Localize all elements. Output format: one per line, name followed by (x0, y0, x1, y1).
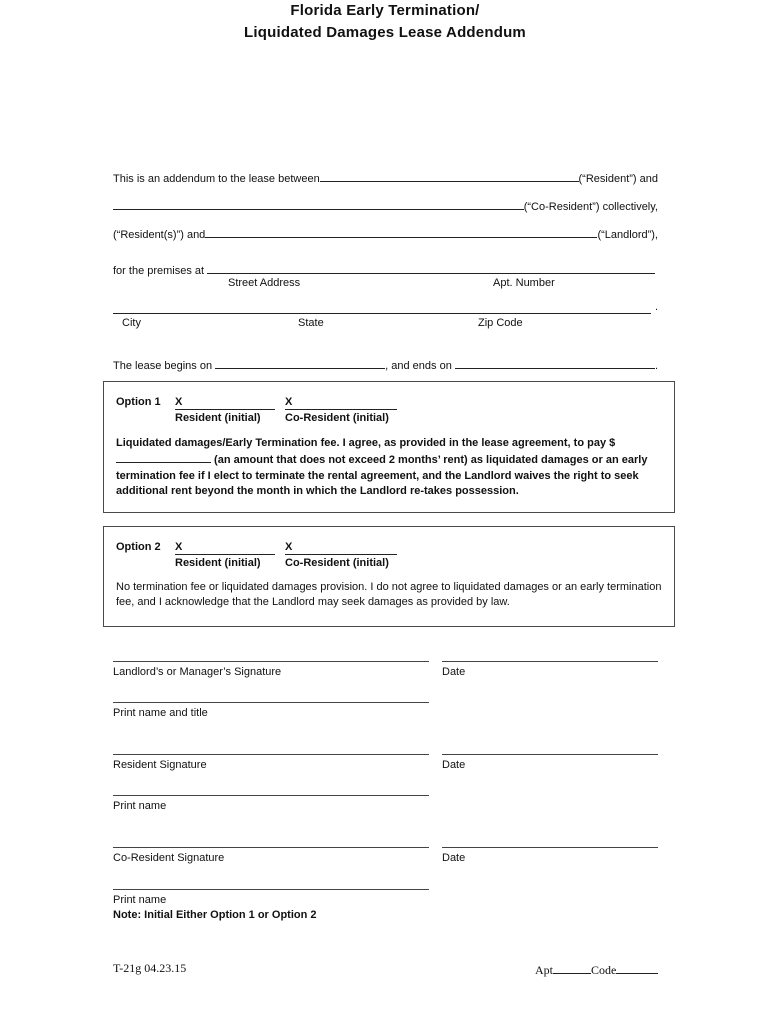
initial-option-note: Note: Initial Either Option 1 or Option 2 (113, 909, 317, 921)
resident-print-name-field (113, 795, 429, 813)
zip-code-label: Zip Code (478, 317, 523, 329)
option1-header (116, 396, 662, 425)
premises-line (113, 261, 658, 278)
option1-body (116, 436, 662, 500)
option2-resident-initial-blank[interactable] (175, 541, 275, 555)
landlord-print-name-field (113, 702, 429, 720)
option1-body-post: (an amount that does not exceed 2 months’ rent) as liquidated damages or an early termination fee if I elect to terminate the rental agreement, and the Landlord waives the right to seek additional rent beyond the month in which the Landlord re-takes possession. (116, 454, 648, 498)
option2-co-resident-initial-label: Co-Resident (initial) (285, 557, 389, 569)
city-label: City (122, 317, 141, 329)
city-state-zip-line (113, 301, 658, 314)
lease-dates-line (113, 356, 658, 373)
resident-print-name-line[interactable] (113, 795, 429, 796)
city-state-zip-blank[interactable] (113, 301, 651, 314)
option1-label: Option 1 (116, 396, 161, 408)
option2-co-resident-initial-blank[interactable] (285, 541, 397, 555)
document-title-line2: Liquidated Damages Lease Addendum (244, 24, 526, 41)
option1-resident-initial-field (175, 396, 275, 425)
premises-field-labels (113, 277, 658, 290)
print-name-and-title-label: Print name and title (113, 707, 208, 719)
resident-date-label: Date (442, 759, 466, 771)
form-number (113, 961, 186, 975)
landlord-signature-line[interactable] (113, 661, 429, 662)
lease-ends-text: , and ends on (385, 360, 455, 372)
intro-line2-suffix: (“Co-Resident”) collectively, (523, 201, 658, 213)
co-resident-name-blank[interactable] (113, 197, 524, 210)
street-address-apt-blank[interactable] (207, 261, 655, 274)
option2-co-resident-initial-field (285, 541, 397, 570)
option1-amount-blank[interactable] (116, 451, 211, 463)
intro-line1-text: This is an addendum to the lease between (113, 173, 320, 185)
resident-signature-label: Resident Signature (113, 759, 207, 771)
option1-resident-initial-blank[interactable] (175, 396, 275, 410)
document-title-line1: Florida Early Termination/ (290, 2, 480, 19)
intro-line-landlord (113, 225, 658, 242)
apt-number-label: Apt. Number (493, 277, 555, 289)
option2-co-resident-x: X (285, 541, 293, 553)
co-resident-signature-field (113, 847, 429, 865)
co-resident-signature-label: Co-Resident Signature (113, 852, 225, 864)
option1-resident-x: X (175, 396, 183, 408)
intro-line-co-resident (113, 197, 658, 214)
intro-line3-suffix: (“Landlord”), (597, 229, 658, 241)
option1-co-resident-initial-label: Co-Resident (initial) (285, 412, 389, 424)
state-label: State (298, 317, 324, 329)
landlord-date-label: Date (442, 666, 466, 678)
co-resident-date-label: Date (442, 852, 466, 864)
co-resident-print-name-field (113, 889, 429, 922)
co-resident-signature-line[interactable] (113, 847, 429, 848)
city-line-period: . (654, 301, 658, 313)
resident-name-blank[interactable] (320, 169, 579, 182)
option2-resident-initial-field (175, 541, 275, 570)
option1-co-resident-initial-field (285, 396, 397, 425)
footer-apt-blank[interactable] (553, 961, 591, 974)
option1-co-resident-initial-blank[interactable] (285, 396, 397, 410)
landlord-signature-label: Landlord’s or Manager’s Signature (113, 666, 282, 678)
resident-print-name-label: Print name (113, 800, 167, 812)
co-resident-date-field (442, 847, 658, 865)
option2-header (116, 541, 662, 570)
option2-resident-initial-label: Resident (initial) (175, 557, 261, 569)
resident-signature-field (113, 754, 429, 772)
co-resident-print-name-line[interactable] (113, 889, 429, 890)
resident-date-line[interactable] (442, 754, 658, 755)
intro-line3-text: (“Resident(s)”) and (113, 229, 206, 241)
co-resident-date-line[interactable] (442, 847, 658, 848)
footer-apt-code (535, 961, 655, 977)
city-state-zip-labels (113, 317, 658, 330)
co-resident-print-name-label: Print name (113, 894, 167, 906)
footer-code-blank[interactable] (616, 961, 658, 974)
lease-begin-date-blank[interactable] (215, 356, 385, 369)
document-title (0, 0, 770, 44)
option1-body-pre: Liquidated damages/Early Termination fee. I agree, as provided in the lease agreement, to pay $ (116, 437, 616, 449)
option1-co-resident-x: X (285, 396, 293, 408)
option1-resident-initial-label: Resident (initial) (175, 412, 261, 424)
resident-signature-line[interactable] (113, 754, 429, 755)
premises-text: for the premises at (113, 265, 208, 277)
option2-resident-x: X (175, 541, 183, 553)
lease-line-period: . (654, 360, 658, 372)
resident-date-field (442, 754, 658, 772)
street-address-label: Street Address (228, 277, 301, 289)
landlord-signature-field (113, 661, 429, 679)
landlord-date-line[interactable] (442, 661, 658, 662)
form-number-text: T-21g 04.23.15 (113, 961, 187, 975)
print-name-title-line[interactable] (113, 702, 429, 703)
intro-line1-suffix: (“Resident”) and (578, 173, 658, 185)
landlord-name-blank[interactable] (205, 225, 597, 238)
landlord-date-field (442, 661, 658, 679)
option2-label: Option 2 (116, 541, 161, 553)
footer-code-label: Code (591, 963, 617, 977)
option2-body: No termination fee or liquidated damages provision. I do not agree to liquidated damages or an early termination fee, and I acknowledge that the Landlord may seek damages as provided by law. (116, 581, 662, 609)
option1-box (103, 381, 675, 513)
option2-box (103, 526, 675, 627)
footer-apt-label: Apt (535, 963, 553, 977)
intro-line-resident (113, 169, 658, 186)
lease-end-date-blank[interactable] (455, 356, 655, 369)
lease-begins-text: The lease begins on (113, 360, 216, 372)
